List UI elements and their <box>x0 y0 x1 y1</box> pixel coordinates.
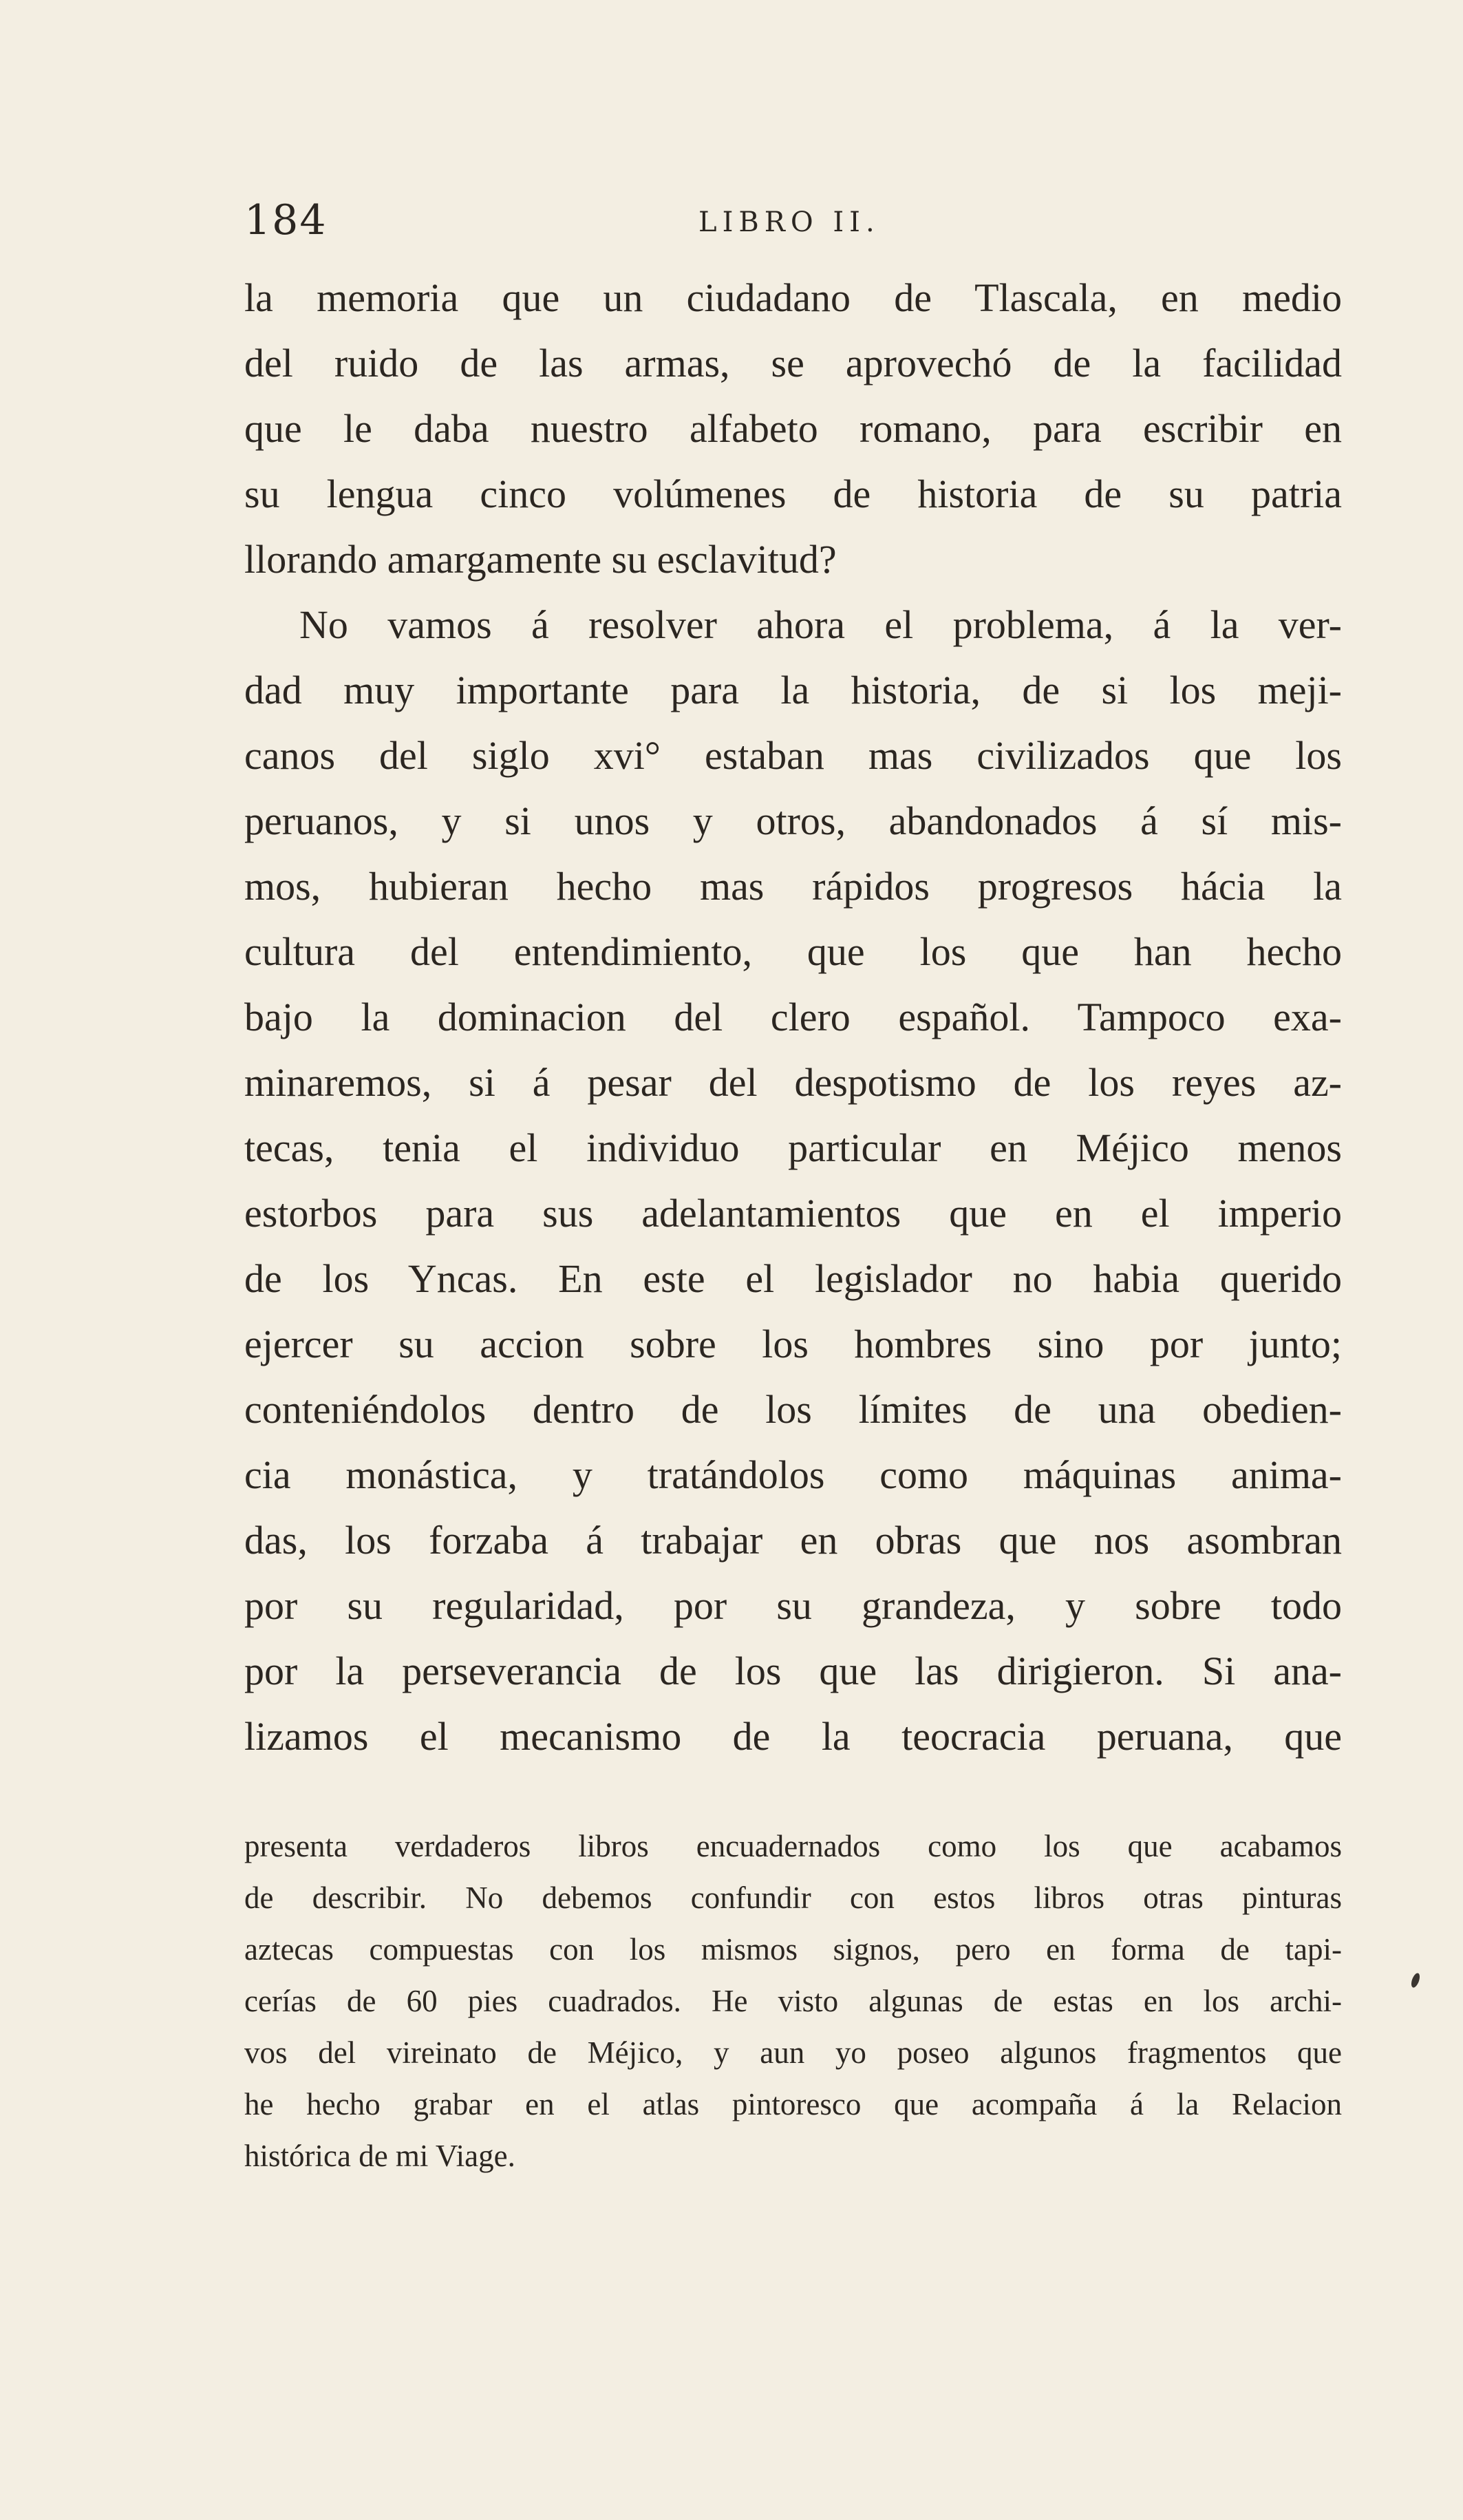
page-header <box>244 193 1345 248</box>
footnote-line: presenta verdaderos libros encuadernados como los que acabamos <box>244 1829 1342 1863</box>
page-number: 184 <box>244 196 328 244</box>
text-line: No vamos á resolver ahora el problema, á la ver- <box>299 602 1342 647</box>
text-line: cia monástica, y tratándolos como máquinas anima- <box>244 1452 1342 1497</box>
main-text <box>244 265 1342 1769</box>
text-line: de los Yncas. En este el legislador no habia querido <box>244 1256 1342 1301</box>
text-line: que le daba nuestro alfabeto romano, para escribir en <box>244 406 1342 451</box>
text-line: dad muy importante para la historia, de si los meji- <box>244 668 1342 712</box>
running-head: LIBRO II. <box>698 207 880 238</box>
text-line: cultura del entendimiento, que los que han hecho <box>244 929 1342 974</box>
footnote-line: he hecho grabar en el atlas pintoresco que acompaña á la Relacion <box>244 2087 1342 2121</box>
text-line: peruanos, y si unos y otros, abandonados á sí mis- <box>244 798 1342 843</box>
text-line: ejercer su accion sobre los hombres sino por junto; <box>244 1322 1342 1366</box>
footnote-line: cerías de 60 pies cuadrados. He visto algunas de estas en los archi- <box>244 1984 1342 2018</box>
footnote-line: de describir. No debemos confundir con estos libros otras pinturas <box>244 1881 1342 1915</box>
ink-speck <box>1410 1972 1422 1989</box>
text-line: su lengua cinco volúmenes de historia de su patria <box>244 472 1342 516</box>
text-line: conteniéndolos dentro de los límites de una obedien- <box>244 1387 1342 1432</box>
text-line: bajo la dominacion del clero español. Tampoco exa- <box>244 995 1342 1039</box>
text-line: das, los forzaba á trabajar en obras que nos asombran <box>244 1518 1342 1563</box>
text-line: mos, hubieran hecho mas rápidos progresos hácia la <box>244 864 1342 909</box>
text-line: llorando amargamente su esclavitud? <box>244 537 837 582</box>
text-line: canos del siglo xvi° estaban mas civilizados que los <box>244 733 1342 778</box>
text-line: tecas, tenia el individuo particular en Méjico menos <box>244 1125 1342 1170</box>
footnote-line: histórica de mi Viage. <box>244 2139 515 2173</box>
text-line: estorbos para sus adelantamientos que en el imperio <box>244 1191 1342 1236</box>
footnote-line: vos del vireinato de Méjico, y aun yo poseo algunos fragmentos que <box>244 2035 1342 2070</box>
text-line: lizamos el mecanismo de la teocracia peruana, que <box>244 1714 1342 1759</box>
text-line: por la perseverancia de los que las dirigieron. Si ana- <box>244 1649 1342 1693</box>
text-line: por su regularidad, por su grandeza, y sobre todo <box>244 1583 1342 1628</box>
text-line: la memoria que un ciudadano de Tlascala, en medio <box>244 275 1342 320</box>
text-line: del ruido de las armas, se aprovechó de la facilidad <box>244 341 1342 385</box>
text-line: minaremos, si á pesar del despotismo de los reyes az- <box>244 1060 1342 1105</box>
footnote <box>244 1821 1342 2182</box>
footnote-line: aztecas compuestas con los mismos signos, pero en forma de tapi- <box>244 1932 1342 1967</box>
